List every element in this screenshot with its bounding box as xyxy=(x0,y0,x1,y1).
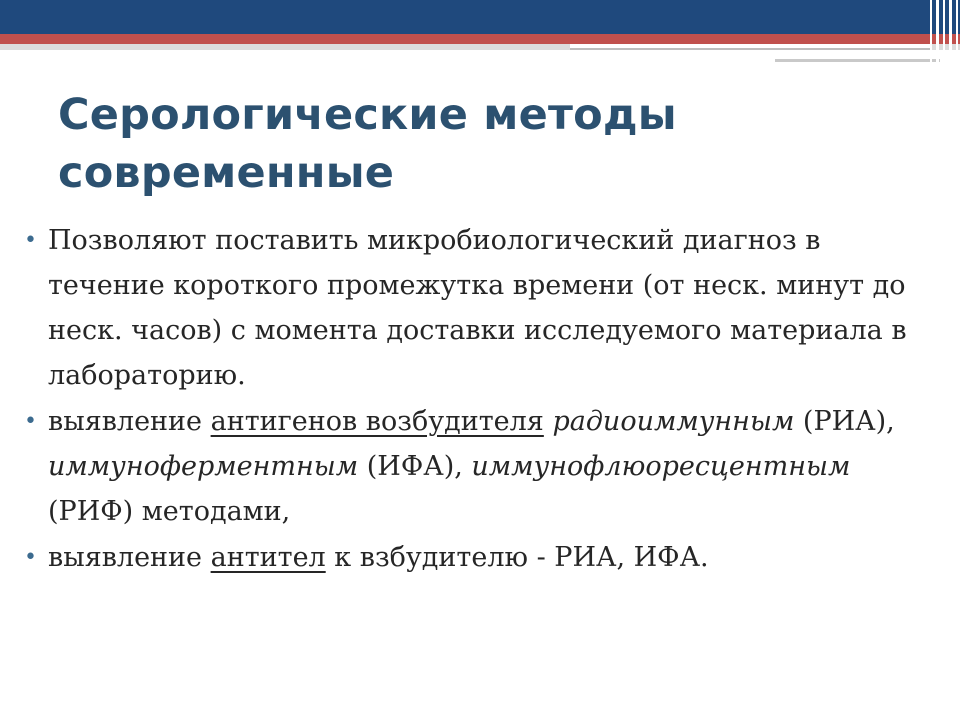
header-accent-shadow-short xyxy=(775,59,940,62)
bullet-2-underlined: антигенов возбудителя xyxy=(210,406,544,437)
bullet-marker: • xyxy=(24,409,37,434)
bullet-marker: • xyxy=(24,545,37,570)
bullet-2-text-5: (РИФ) методами, xyxy=(48,496,291,527)
bullet-2-text-4: (ИФА), xyxy=(358,451,472,482)
bullet-item-1 xyxy=(24,218,944,398)
header-band-blue xyxy=(0,0,960,34)
bullet-2-italic-3: иммунофлюоресцентным xyxy=(471,451,851,482)
header-band-red xyxy=(0,34,960,44)
bullet-marker: • xyxy=(24,228,37,253)
bullet-item-2 xyxy=(24,399,944,534)
bullet-1-text: Позволяют поставить микробиологический диагноз в течение короткого промежутка времени (от неск. минут до неск. часов) с момента доставки исследуемого материала в лабораторию. xyxy=(48,225,907,391)
header-vertical-stripes xyxy=(926,0,960,68)
bullet-3-text-2: к взбудителю - РИА, ИФА. xyxy=(325,542,709,573)
bullet-2-italic-1: радиоиммунным xyxy=(552,406,795,437)
slide-title xyxy=(58,86,918,202)
bullet-2-text-3: (РИА), xyxy=(794,406,895,437)
header-accent-shadow xyxy=(570,48,930,50)
bullet-2-italic-2: иммуноферментным xyxy=(48,451,359,482)
bullet-2-text-1: выявление xyxy=(48,406,211,437)
bullet-3-underlined: антител xyxy=(210,542,326,573)
slide-title-line2: современные xyxy=(58,148,395,198)
bullet-3-text-1: выявление xyxy=(48,542,211,573)
slide-title-line1: Серологические методы xyxy=(58,90,677,140)
bullet-item-3 xyxy=(24,535,944,580)
bullet-list xyxy=(24,218,944,580)
